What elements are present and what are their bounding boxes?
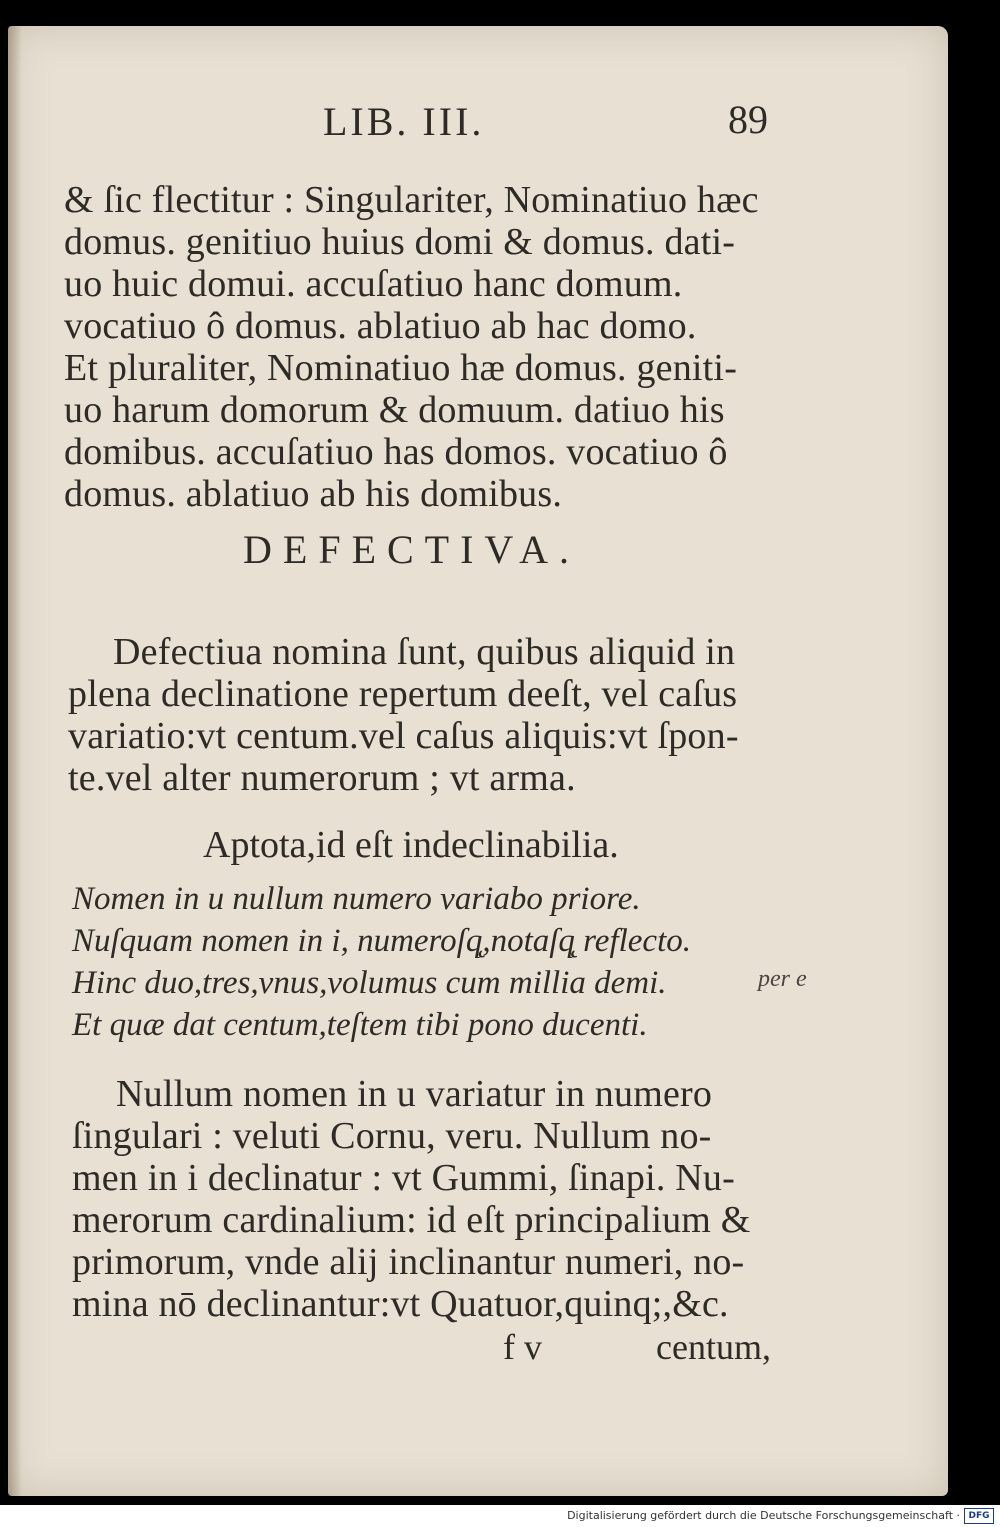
verse-line: Nuſquam nomen in i, numeroſq̨,notaſq̨ reflecto. — [72, 923, 691, 959]
text-line: ſingulari : veluti Cornu, veru. Nullum no- — [72, 1115, 712, 1157]
verse-line: Hinc duo,tres,vnus,volumus cum millia demi. — [72, 965, 667, 1001]
book-page — [8, 26, 948, 1496]
text-line: uo harum domorum & domuum. datiuo his — [64, 389, 725, 431]
text-line: merorum cardinalium: id eſt principalium & — [72, 1199, 751, 1241]
page-number: 89 — [728, 97, 768, 142]
text-line: domus. genitiuo huius domi & domus. dati- — [64, 221, 736, 263]
text-line: uo huic domui. accuſatiuo hanc domum. — [64, 263, 683, 305]
text-line: Nullum nomen in u variatur in numero — [116, 1073, 713, 1115]
text-line: domibus. accuſatiuo has domos. vocatiuo ô — [64, 431, 728, 473]
text-line: Defectiua nomina ſunt, quibus aliquid in — [113, 631, 736, 673]
text-line: te.vel alter numerorum ; vt arma. — [68, 757, 576, 799]
text-line: Et pluraliter, Nominatiuo hæ domus. geniti- — [64, 347, 738, 389]
verse-line: Nomen in u nullum numero variabo priore. — [72, 881, 641, 917]
text-line: mina nō declinantur:vt Quatuor,quinq;,&c. — [72, 1283, 729, 1325]
verse-line: Et quæ dat centum,teſtem tibi pono ducenti. — [72, 1007, 648, 1043]
text-line: variatio:vt centum.vel caſus aliquis:vt ſpon- — [68, 715, 739, 757]
catchword: centum, — [656, 1327, 771, 1367]
text-line: vocatiuo ô domus. ablatiuo ab hac domo. — [64, 305, 697, 347]
text-line: plena declinatione repertum deeſt, vel caſus — [68, 673, 738, 715]
dfg-logo: DFG — [964, 1508, 994, 1524]
text-line: primorum, vnde alij inclinantur numeri, no- — [72, 1241, 745, 1283]
text-line: domus. ablatiuo ab his domibus. — [64, 473, 563, 515]
footer-credit-bar — [0, 1505, 1000, 1527]
signature-mark: f v — [503, 1327, 542, 1367]
handwritten-margin-note: per e — [758, 966, 807, 992]
running-title: LIB. III. — [323, 99, 485, 144]
page-text — [8, 26, 948, 1496]
text-line: & ſic flectitur : Singulariter, Nominatiuo hæc — [64, 179, 759, 221]
section-heading: DEFECTIVA. — [243, 527, 581, 572]
text-line: men in i declinatur : vt Gummi, ſinapi. Nu- — [72, 1157, 735, 1199]
funding-credit: Digitalisierung gefördert durch die Deutsche Forschungsgemeinschaft · — [567, 1509, 960, 1522]
subheading: Aptota,id eſt indeclinabilia. — [203, 824, 619, 866]
